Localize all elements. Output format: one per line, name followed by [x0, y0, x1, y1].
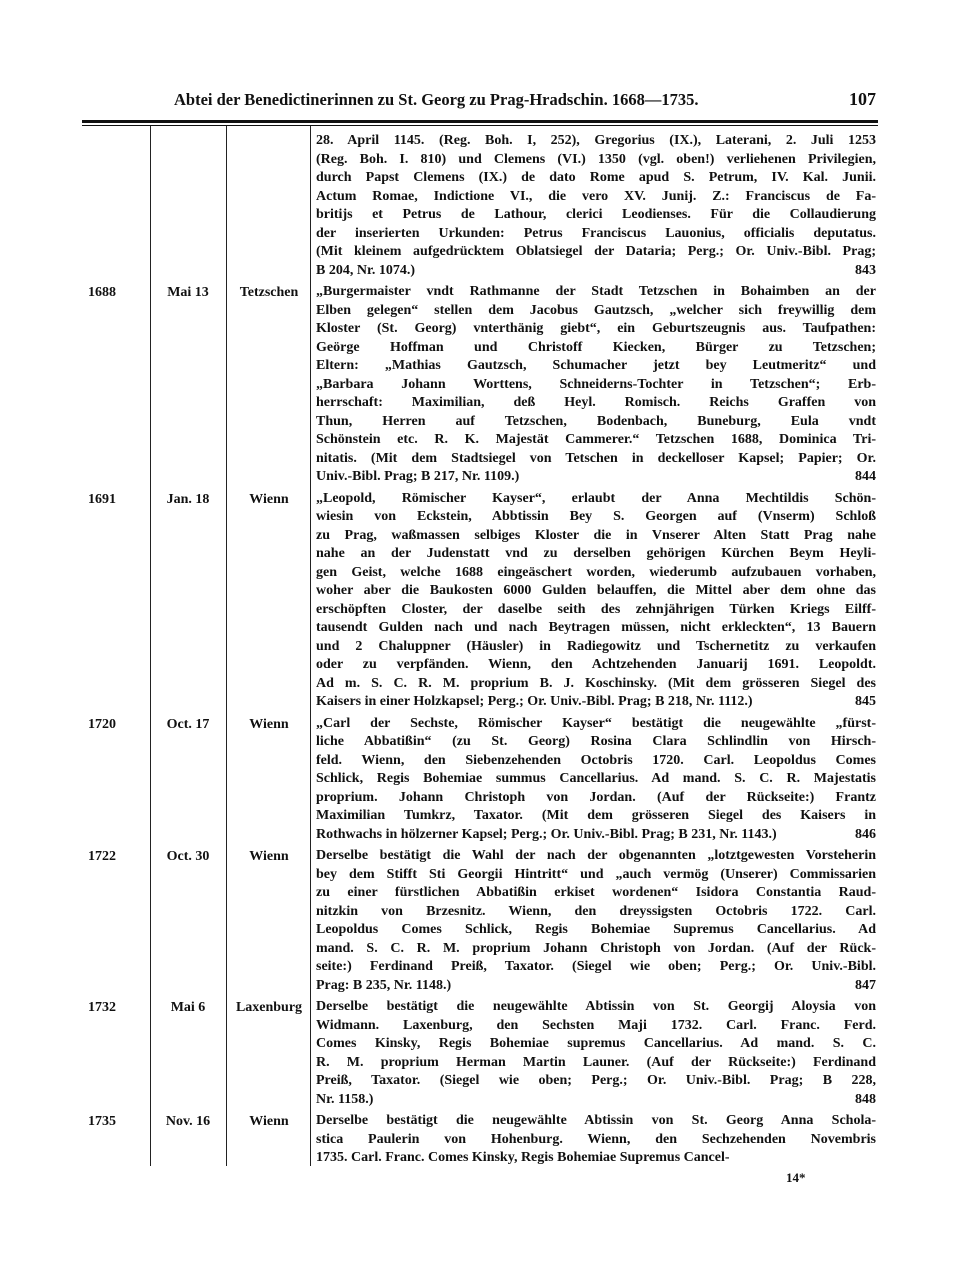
text-line: [316, 940, 876, 959]
text-line-content: durch Papst Clemens (IX.) de dato Rome apud S. Petrum, IV. Kal. Junii.: [316, 170, 876, 185]
text-line-content: „Leopold, Römischer Kayser“, erlaubt der Anna Mechtildis Schön-: [316, 490, 876, 506]
text-line-content: Schlick, Regis Bohemiae summus Cancellarius. Ad mand. S. C. R. Majestatis: [316, 771, 876, 786]
entry-year: 1688: [88, 285, 116, 300]
text-line-content: britijs et Petrus de Lathour, clerici Leodienses. Für die Collaudierung: [316, 207, 876, 222]
text-line-content: Elben gelegen“ stellen dem Jacobus Gautzsch, „welcher sich freywillig dem: [316, 302, 876, 318]
text-line: [316, 188, 876, 207]
entry-date: Nov. 16: [165, 1114, 211, 1129]
text-line-content: Derselbe bestätigt die Wahl der nach der obgenannten „lotztgewesten Vorsteherin: [316, 848, 876, 863]
entry-year: 1691: [88, 491, 116, 507]
text-line-content: Thun, Herren auf Tetzschen, Bodenbach, Buneburg, Eula vndt: [316, 413, 876, 429]
entry-date: Oct. 30: [166, 849, 210, 864]
entry-number: 848: [855, 1091, 876, 1107]
text-line: [316, 921, 876, 940]
text-line-content: Geörge Hoffman und Christoff Kiecken, Bürger zu Tetzschen;: [316, 339, 876, 355]
text-line: [316, 1017, 876, 1036]
text-line: [316, 752, 876, 771]
text-line: [316, 376, 876, 395]
text-line: [316, 431, 876, 450]
entry-year: 1735: [88, 1114, 116, 1129]
text-line-content: Derselbe bestätigt die neugewählte Abtissin von St. Georgij Aloysia von: [316, 999, 876, 1014]
text-line-content: wiesin von Eckstein, Abbtissin Bey S. Georgen auf (Vnserm) Schloß: [316, 509, 876, 524]
text-line: [316, 1131, 876, 1150]
entry-date: Oct. 17: [166, 716, 210, 732]
text-line: [316, 847, 876, 866]
text-line: [316, 693, 876, 712]
text-line-content: Eltern: „Mathias Gautzsch, Schumacher jetzt bey Leutmeritz“ und: [316, 358, 876, 373]
text-line: [316, 1072, 876, 1091]
text-line: [316, 638, 876, 657]
text-line-content: tausendt Gulden nach und nach Beytragen müssen, nicht erkleckten“, 13 Bauern: [316, 620, 876, 635]
text-line-content: nahe an der Judenstatt vnd zu derselben gehörigen Kürchen Beym Heyli-: [316, 546, 876, 561]
text-line: [316, 545, 876, 564]
text-line: [316, 450, 876, 469]
text-line: [316, 1035, 876, 1054]
text-line-content: Widmann. Laxenburg, den Sechsten Maji 1732. Carl. Franc. Ferd.: [316, 1017, 876, 1033]
text-line-content: „Barbara Johann Worttens, Schneiderns-Tochter in Tetzschen“; Erb-: [316, 376, 876, 392]
text-line: [316, 243, 876, 262]
text-line-content: Ad m. S. C. R. M. proprium B. J. Koschinsky. (Mit dem grösseren Siegel des: [316, 675, 876, 691]
text-line-content: Univ.-Bibl. Prag; B 217, Nr. 1109.): [316, 469, 520, 484]
header-rule-thin: [82, 125, 878, 126]
entry-number: 846: [855, 826, 876, 842]
page-number: 107: [849, 89, 876, 109]
entry-place: Wienn: [249, 849, 289, 864]
text-line: [316, 206, 876, 225]
text-line: [316, 619, 876, 638]
text-line-content: zu einer fürstlichen Abbatißin erkiset wordenen“ Isidora Constantia Raud-: [316, 885, 876, 900]
text-line: [316, 789, 876, 808]
text-line: [316, 998, 876, 1017]
text-line: [316, 413, 876, 432]
text-line: [316, 733, 876, 752]
printer-signature: 14*: [786, 1170, 806, 1185]
text-line: [316, 151, 876, 170]
entry-place: Tetzschen: [239, 285, 299, 300]
text-line: [316, 262, 876, 281]
entry-date: Mai 13: [167, 285, 209, 300]
text-line-content: mand. S. C. R. M. proprium Johann Christoph von Jordan. (Auf der Rück-: [316, 940, 876, 956]
text-line-content: der inserierten Urkunden: Petrus Franciscus Lauonius, officialis deputatus.: [316, 225, 876, 241]
text-line-content: „Burgermaister vndt Rathmanne der Stadt Tetzschen in Bohaimben an der: [316, 284, 876, 299]
text-line: [316, 302, 876, 321]
text-line-content: (Mit kleinem aufgedrücktem Oblatsiegel der Dataria; Perg.; Or. Univ.-Bibl. Prag;: [316, 244, 876, 259]
text-line: [316, 357, 876, 376]
entry-year: 1722: [88, 849, 116, 864]
text-line: [316, 601, 876, 620]
text-line-content: (Reg. Boh. I. 810) und Clemens (VI.) 1350 (vgl. oben!) verliehenen Privilegien,: [316, 151, 876, 167]
text-line-content: Derselbe bestätigt die neugewählte Abtissin von St. Georg Anna Schola-: [316, 1113, 876, 1128]
text-line-content: oder zu verpfänden. Wienn, den Achtzehenden Januarij 1691. Leopoldt.: [316, 657, 876, 672]
text-line-content: feld. Wienn, den Siebenzehenden Octobris 1720. Carl. Leopoldus Comes: [316, 752, 876, 768]
text-line: [316, 675, 876, 694]
text-line-content: woher aber die Baukosten 6000 Gulden belauffen, die Mittel aber dem ohne das: [316, 583, 876, 598]
text-line-content: Preiß, Taxator. (Siegel wie oben; Perg.; Or. Univ.-Bibl. Prag; B 228,: [316, 1073, 876, 1088]
text-line: [316, 1054, 876, 1073]
text-line-content: B 204, Nr. 1074.): [316, 262, 416, 278]
text-line: [316, 283, 876, 302]
text-line-content: R. M. proprium Herman Martin Launer. (Auf der Rückseite:) Ferdinand: [316, 1054, 876, 1070]
text-line: [316, 770, 876, 789]
entry-text: [316, 283, 876, 487]
text-line: [316, 977, 876, 996]
entry-text: [316, 847, 876, 995]
entry-place: Wienn: [249, 716, 289, 732]
text-line-content: zu Prag, waßmassen selbiges Kloster die in Vnserer Alten Statt Prag nahe: [316, 527, 876, 543]
entry-text: [316, 1112, 876, 1168]
text-line: [316, 339, 876, 358]
text-line-content: Comes Kinsky, Regis Bohemiae supremus Cancellarius. Ad mand. S. C.: [316, 1036, 876, 1051]
text-line: [316, 320, 876, 339]
entry-number: 844: [855, 469, 876, 484]
text-line-content: bey dem Stifft Sti Georgii Hintritt“ und „auch vermög (Unserer) Commissarien: [316, 866, 876, 882]
text-line-content: herrschaft: Maximilian, deß Heyl. Romisch. Reichs Graffen von: [316, 395, 876, 410]
entry-number: 847: [855, 977, 876, 993]
header-rule-thick: [82, 120, 878, 123]
text-line-content: liche Abbatißin“ (zu St. Georg) Rosina Clara Schlindlin von Hirsch-: [316, 734, 876, 749]
text-line: [316, 807, 876, 826]
text-line-content: Schönstein etc. R. K. Majestät Cammerer.“ Tetzschen 1688, Dominica Tri-: [316, 432, 876, 447]
text-line: [316, 527, 876, 546]
text-line-content: nitatis. (Mit dem Stadtsiegel von Tetschen in deckelloser Kapsel; Papier; Or.: [316, 450, 876, 466]
text-line: [316, 225, 876, 244]
entry-text: [316, 715, 876, 845]
entry-number: 845: [855, 694, 876, 709]
text-line-content: seite:) Ferdinand Preiß, Taxator. (Siegel wie oben; Perg.; Or. Univ.-Bibl.: [316, 959, 876, 974]
entry-text: [316, 490, 876, 712]
text-line: [316, 490, 876, 509]
column-divider-date: [226, 126, 227, 1166]
text-line-content: nitzkin von Brzesnitz. Wienn, den dreyssigsten Octobris 1722. Carl.: [316, 903, 876, 919]
text-line: [316, 508, 876, 527]
text-line-content: Kaisers in einer Holzkapsel; Perg.; Or. Univ.-Bibl. Prag; B 218, Nr. 1112.): [316, 694, 753, 709]
text-line: [316, 468, 876, 487]
text-line: [316, 394, 876, 413]
text-line-content: 28. April 1145. (Reg. Boh. I, 252), Gregorius (IX.), Laterani, 2. Juli 1253: [316, 133, 876, 148]
text-line-content: stica Paulerin von Hohenburg. Wienn, den Sechzehenden Novembris: [316, 1131, 876, 1147]
text-line: [316, 1091, 876, 1110]
entry-date: Jan. 18: [166, 491, 210, 507]
column-divider-place: [310, 126, 311, 1166]
text-line-content: Maximilian Tumkrz, Taxator. (Mit dem grösseren Siegel des Kaisers in: [316, 808, 876, 823]
entry-place: Wienn: [249, 491, 289, 507]
text-line: [316, 866, 876, 885]
text-line-content: 1735. Carl. Franc. Comes Kinsky, Regis Bohemiae Supremus Cancel-: [316, 1150, 730, 1165]
continuation-text: [316, 132, 876, 280]
text-line: [316, 564, 876, 583]
text-line: [316, 132, 876, 151]
text-line: [316, 903, 876, 922]
entry-place: Wienn: [249, 1114, 289, 1129]
text-line: [316, 169, 876, 188]
entry-place: Laxenburg: [235, 1000, 303, 1015]
entry-year: 1720: [88, 716, 116, 732]
text-line-content: Rothwachs in hölzerner Kapsel; Perg.; Or. Univ.-Bibl. Prag; B 231, Nr. 1143.): [316, 826, 777, 842]
entry-year: 1732: [88, 1000, 116, 1015]
text-line: [316, 715, 876, 734]
text-line-content: Nr. 1158.): [316, 1091, 374, 1107]
text-line-content: „Carl der Sechste, Römischer Kayser“ bestätigt die neugewählte „fürst-: [316, 715, 876, 731]
text-line-content: Prag: B 235, Nr. 1148.): [316, 977, 452, 993]
text-line: [316, 1149, 876, 1168]
text-line-content: proprium. Johann Christoph von Jordan. (Auf der Rückseite:) Frantz: [316, 789, 876, 805]
column-divider-year: [150, 126, 151, 1166]
text-line-content: Actum Romae, Indictione VI., die vero XV. Junij. Z.: Franciscus de Fa-: [316, 188, 876, 204]
text-line-content: gen Geist, welche 1688 eingeäschert worden, wiederumb aufzubauen vorhaben,: [316, 564, 876, 580]
text-line: [316, 582, 876, 601]
text-line-content: und 2 Chaluppner (Häusler) in Radiegowitz und Tschernetitz zu verkaufen: [316, 638, 876, 654]
entry-date: Mai 6: [170, 1000, 206, 1015]
text-line: [316, 1112, 876, 1131]
running-header: [82, 90, 878, 118]
entry-number: 843: [855, 262, 876, 278]
text-line: [316, 884, 876, 903]
text-line-content: Leopoldus Comes Schlick, Regis Bohemiae Supremus Cancellarius. Ad: [316, 922, 876, 937]
text-line: [316, 656, 876, 675]
entry-text: [316, 998, 876, 1109]
text-line-content: erschöpften Closter, der daselbe seith des zehnjährigen Türken Kriegs Eilff-: [316, 601, 876, 617]
text-line: [316, 958, 876, 977]
header-title: Abtei der Benedictinerinnen zu St. Georg zu Prag-Hradschin. 1668—1735.: [174, 90, 699, 109]
text-line-content: Kloster (St. Georg) vnterthänig giebt“, ein Geburtszeugnis aus. Taufpathen:: [316, 321, 876, 336]
text-line: [316, 826, 876, 845]
